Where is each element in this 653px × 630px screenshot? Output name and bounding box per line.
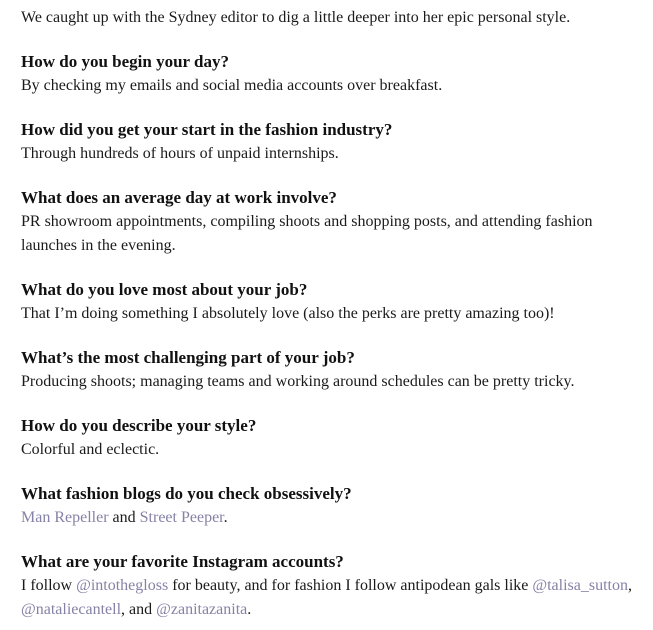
answer: That I’m doing something I absolutely love (also the perks are pretty amazing too)! — [21, 305, 555, 322]
question: How do you begin your day? — [21, 52, 229, 71]
answer-text: . — [223, 509, 228, 526]
link-street-peeper[interactable]: Street Peeper — [139, 509, 224, 526]
answer: Colorful and eclectic. — [21, 441, 160, 458]
answer-text: and — [108, 509, 140, 526]
qa-item — [21, 118, 641, 166]
qa-item-instagram — [21, 550, 641, 622]
question: How did you get your start in the fashion industry? — [21, 120, 393, 139]
answer-text: , and — [121, 601, 157, 618]
answer: Through hundreds of hours of unpaid internships. — [21, 145, 339, 162]
question: What fashion blogs do you check obsessively? — [21, 484, 352, 503]
qa-item — [21, 278, 641, 326]
qa-item — [21, 414, 641, 462]
qa-item — [21, 186, 641, 258]
link-nataliecantell[interactable]: @nataliecantell — [21, 601, 122, 618]
answer-text: I follow — [21, 577, 77, 594]
link-zanitazanita[interactable]: @zanitazanita — [156, 601, 248, 618]
answer: PR showroom appointments, compiling shoots and shopping posts, and attending fashion launches in the evening. — [21, 213, 593, 254]
answer: By checking my emails and social media accounts over breakfast. — [21, 77, 443, 94]
question: What are your favorite Instagram accounts? — [21, 552, 344, 571]
answer — [21, 506, 641, 530]
question: What’s the most challenging part of your job? — [21, 348, 355, 367]
answer-text: for beauty, and for fashion I follow antipodean gals like — [168, 577, 533, 594]
qa-item — [21, 50, 641, 98]
link-intothegloss[interactable]: @intothegloss — [76, 577, 169, 594]
qa-item-blogs — [21, 482, 641, 530]
link-talisa-sutton[interactable]: @talisa_sutton — [532, 577, 628, 594]
question: What does an average day at work involve? — [21, 188, 337, 207]
link-man-repeller[interactable]: Man Repeller — [21, 509, 109, 526]
answer-text: , — [628, 577, 632, 594]
intro-paragraph: We caught up with the Sydney editor to dig a little deeper into her epic personal style. — [21, 9, 571, 26]
answer-text: . — [247, 601, 252, 618]
answer: Producing shoots; managing teams and working around schedules can be pretty tricky. — [21, 373, 575, 390]
question: What do you love most about your job? — [21, 280, 308, 299]
qa-item — [21, 346, 641, 394]
answer — [21, 574, 641, 622]
question: How do you describe your style? — [21, 416, 257, 435]
